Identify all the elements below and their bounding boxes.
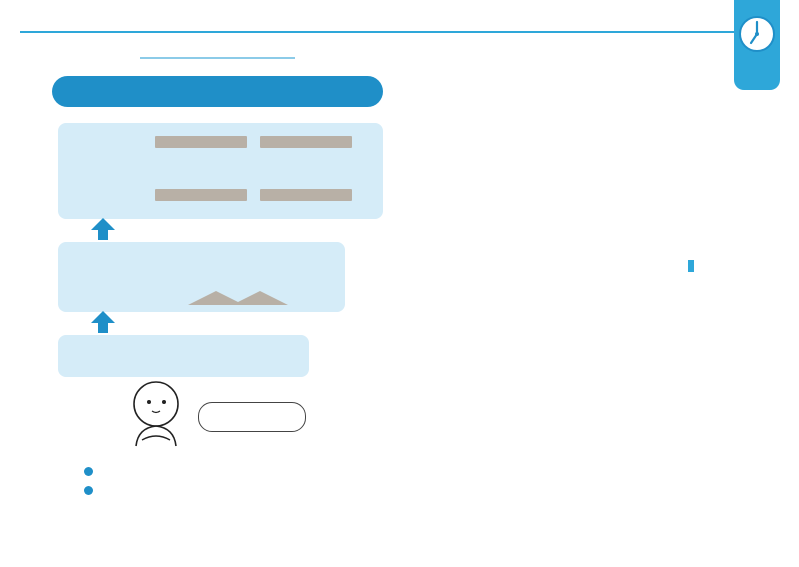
- goal-banner: [52, 76, 383, 107]
- up-arrow-stem: [98, 322, 108, 333]
- brick-stack: [260, 189, 352, 201]
- brick-stack: [155, 136, 247, 148]
- bullet-dot-icon: [84, 467, 93, 476]
- chapter-tab: [734, 0, 780, 90]
- summary-bullets: [84, 466, 97, 504]
- brick-pyramid: [232, 291, 288, 305]
- thinking-person-icon: [120, 380, 200, 450]
- header-rule: [20, 31, 735, 33]
- bullet-dot-icon: [84, 486, 93, 495]
- brick-stack: [155, 189, 247, 201]
- clock-icon: [737, 14, 777, 54]
- short-term-band: [58, 335, 309, 377]
- up-arrow-stem: [98, 229, 108, 240]
- section-title-underline: [140, 57, 295, 59]
- speech-bubble: [198, 402, 306, 432]
- page-subtitle: [688, 260, 694, 272]
- bullet-item: [84, 466, 97, 479]
- bullet-item: [84, 485, 97, 498]
- brick-stack: [260, 136, 352, 148]
